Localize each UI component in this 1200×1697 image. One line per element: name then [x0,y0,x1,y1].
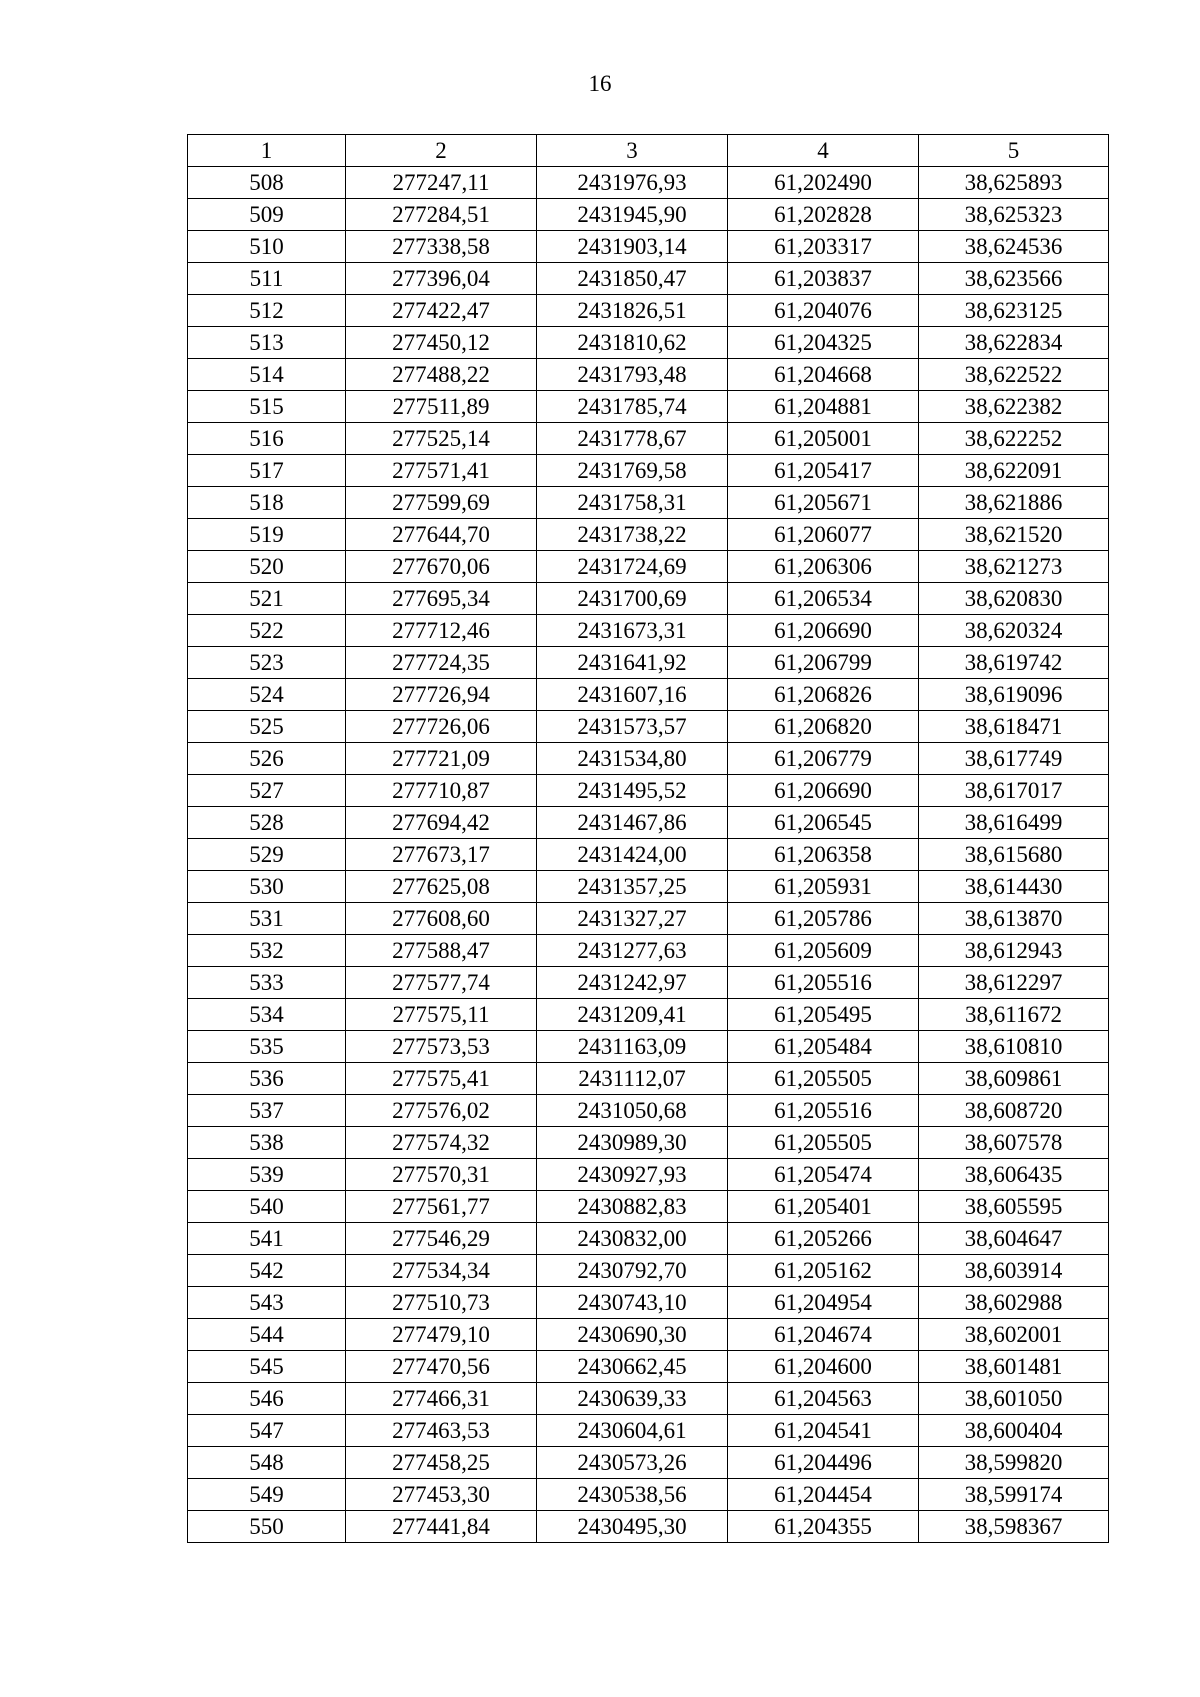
cell-x-coordinate: 277724,35 [346,647,537,679]
cell-x-coordinate: 277608,60 [346,903,537,935]
cell-point-number: 527 [188,775,346,807]
cell-latitude: 61,204355 [728,1511,919,1543]
table-row [188,679,1109,711]
cell-latitude: 61,204454 [728,1479,919,1511]
cell-x-coordinate: 277396,04 [346,263,537,295]
table-row [188,1511,1109,1543]
table-row [188,295,1109,327]
cell-x-coordinate: 277561,77 [346,1191,537,1223]
cell-latitude: 61,205484 [728,1031,919,1063]
cell-latitude: 61,204881 [728,391,919,423]
cell-x-coordinate: 277463,53 [346,1415,537,1447]
cell-y-coordinate: 2431785,74 [537,391,728,423]
table-row [188,167,1109,199]
cell-x-coordinate: 277453,30 [346,1479,537,1511]
cell-y-coordinate: 2430989,30 [537,1127,728,1159]
cell-longitude: 38,599174 [919,1479,1109,1511]
cell-x-coordinate: 277466,31 [346,1383,537,1415]
cell-longitude: 38,621520 [919,519,1109,551]
cell-x-coordinate: 277525,14 [346,423,537,455]
cell-latitude: 61,206306 [728,551,919,583]
cell-point-number: 515 [188,391,346,423]
table-row [188,1095,1109,1127]
cell-point-number: 525 [188,711,346,743]
table-header [188,135,1109,167]
table-row [188,359,1109,391]
cell-x-coordinate: 277599,69 [346,487,537,519]
cell-longitude: 38,623125 [919,295,1109,327]
cell-y-coordinate: 2431357,25 [537,871,728,903]
cell-x-coordinate: 277450,12 [346,327,537,359]
table-row [188,391,1109,423]
cell-longitude: 38,600404 [919,1415,1109,1447]
table-row [188,327,1109,359]
cell-x-coordinate: 277284,51 [346,199,537,231]
cell-y-coordinate: 2431903,14 [537,231,728,263]
table-row [188,839,1109,871]
coordinates-table [187,134,1109,1543]
cell-x-coordinate: 277673,17 [346,839,537,871]
header-row [188,135,1109,167]
table-row [188,1127,1109,1159]
cell-x-coordinate: 277575,41 [346,1063,537,1095]
cell-y-coordinate: 2431573,57 [537,711,728,743]
cell-latitude: 61,205417 [728,455,919,487]
column-header: 5 [919,135,1109,167]
cell-point-number: 544 [188,1319,346,1351]
cell-y-coordinate: 2430604,61 [537,1415,728,1447]
cell-x-coordinate: 277576,02 [346,1095,537,1127]
cell-latitude: 61,205495 [728,999,919,1031]
table-row [188,1287,1109,1319]
cell-longitude: 38,608720 [919,1095,1109,1127]
cell-y-coordinate: 2430495,30 [537,1511,728,1543]
cell-longitude: 38,609861 [919,1063,1109,1095]
cell-longitude: 38,604647 [919,1223,1109,1255]
cell-longitude: 38,605595 [919,1191,1109,1223]
cell-y-coordinate: 2431976,93 [537,167,728,199]
cell-y-coordinate: 2430832,00 [537,1223,728,1255]
cell-longitude: 38,602988 [919,1287,1109,1319]
table-row [188,711,1109,743]
cell-longitude: 38,601050 [919,1383,1109,1415]
cell-longitude: 38,614430 [919,871,1109,903]
cell-longitude: 38,611672 [919,999,1109,1031]
cell-point-number: 532 [188,935,346,967]
cell-longitude: 38,617749 [919,743,1109,775]
column-header: 2 [346,135,537,167]
cell-point-number: 533 [188,967,346,999]
table-row [188,871,1109,903]
cell-y-coordinate: 2431673,31 [537,615,728,647]
table-row [188,935,1109,967]
cell-point-number: 516 [188,423,346,455]
table-row [188,903,1109,935]
table-row [188,199,1109,231]
table-row [188,231,1109,263]
table-row [188,967,1109,999]
cell-point-number: 529 [188,839,346,871]
cell-y-coordinate: 2431277,63 [537,935,728,967]
cell-x-coordinate: 277338,58 [346,231,537,263]
cell-x-coordinate: 277571,41 [346,455,537,487]
cell-y-coordinate: 2431534,80 [537,743,728,775]
cell-latitude: 61,204325 [728,327,919,359]
table-row [188,1351,1109,1383]
cell-point-number: 537 [188,1095,346,1127]
cell-longitude: 38,625893 [919,167,1109,199]
cell-longitude: 38,618471 [919,711,1109,743]
cell-point-number: 540 [188,1191,346,1223]
cell-point-number: 524 [188,679,346,711]
cell-y-coordinate: 2431327,27 [537,903,728,935]
cell-y-coordinate: 2430690,30 [537,1319,728,1351]
cell-longitude: 38,603914 [919,1255,1109,1287]
cell-point-number: 521 [188,583,346,615]
cell-latitude: 61,205931 [728,871,919,903]
cell-y-coordinate: 2431607,16 [537,679,728,711]
cell-latitude: 61,205505 [728,1127,919,1159]
cell-longitude: 38,622091 [919,455,1109,487]
cell-point-number: 526 [188,743,346,775]
table-row [188,1415,1109,1447]
cell-y-coordinate: 2431810,62 [537,327,728,359]
cell-point-number: 518 [188,487,346,519]
cell-longitude: 38,622522 [919,359,1109,391]
cell-x-coordinate: 277511,89 [346,391,537,423]
cell-y-coordinate: 2430792,70 [537,1255,728,1287]
cell-point-number: 528 [188,807,346,839]
cell-latitude: 61,206820 [728,711,919,743]
cell-point-number: 510 [188,231,346,263]
cell-x-coordinate: 277670,06 [346,551,537,583]
cell-longitude: 38,622252 [919,423,1109,455]
cell-longitude: 38,624536 [919,231,1109,263]
table-row [188,1159,1109,1191]
table-row [188,775,1109,807]
cell-y-coordinate: 2430538,56 [537,1479,728,1511]
table-row [188,551,1109,583]
column-header: 4 [728,135,919,167]
cell-point-number: 534 [188,999,346,1031]
cell-x-coordinate: 277588,47 [346,935,537,967]
cell-latitude: 61,206690 [728,775,919,807]
cell-point-number: 541 [188,1223,346,1255]
cell-latitude: 61,205266 [728,1223,919,1255]
cell-latitude: 61,205786 [728,903,919,935]
cell-longitude: 38,625323 [919,199,1109,231]
table-row [188,455,1109,487]
cell-longitude: 38,601481 [919,1351,1109,1383]
table-row [188,999,1109,1031]
cell-longitude: 38,619742 [919,647,1109,679]
cell-x-coordinate: 277625,08 [346,871,537,903]
cell-x-coordinate: 277470,56 [346,1351,537,1383]
table-row [188,1063,1109,1095]
cell-point-number: 543 [188,1287,346,1319]
cell-x-coordinate: 277570,31 [346,1159,537,1191]
cell-latitude: 61,206358 [728,839,919,871]
table-row [188,1479,1109,1511]
cell-longitude: 38,623566 [919,263,1109,295]
cell-latitude: 61,203317 [728,231,919,263]
cell-point-number: 535 [188,1031,346,1063]
cell-longitude: 38,616499 [919,807,1109,839]
cell-y-coordinate: 2431163,09 [537,1031,728,1063]
cell-x-coordinate: 277575,11 [346,999,537,1031]
cell-latitude: 61,206690 [728,615,919,647]
cell-point-number: 522 [188,615,346,647]
cell-x-coordinate: 277510,73 [346,1287,537,1319]
cell-latitude: 61,205401 [728,1191,919,1223]
cell-latitude: 61,205474 [728,1159,919,1191]
table-body [188,167,1109,1543]
cell-y-coordinate: 2431778,67 [537,423,728,455]
table-row [188,1191,1109,1223]
column-header: 1 [188,135,346,167]
cell-longitude: 38,621273 [919,551,1109,583]
cell-point-number: 550 [188,1511,346,1543]
cell-y-coordinate: 2430639,33 [537,1383,728,1415]
cell-latitude: 61,206534 [728,583,919,615]
cell-y-coordinate: 2431945,90 [537,199,728,231]
cell-latitude: 61,202490 [728,167,919,199]
cell-y-coordinate: 2431793,48 [537,359,728,391]
cell-x-coordinate: 277644,70 [346,519,537,551]
cell-point-number: 531 [188,903,346,935]
cell-x-coordinate: 277710,87 [346,775,537,807]
cell-longitude: 38,613870 [919,903,1109,935]
table-row [188,615,1109,647]
cell-x-coordinate: 277441,84 [346,1511,537,1543]
cell-latitude: 61,204954 [728,1287,919,1319]
cell-y-coordinate: 2431826,51 [537,295,728,327]
table-row [188,1255,1109,1287]
cell-longitude: 38,610810 [919,1031,1109,1063]
cell-y-coordinate: 2430882,83 [537,1191,728,1223]
cell-longitude: 38,620324 [919,615,1109,647]
cell-latitude: 61,204674 [728,1319,919,1351]
cell-point-number: 545 [188,1351,346,1383]
table-row [188,1223,1109,1255]
cell-latitude: 61,204668 [728,359,919,391]
cell-point-number: 509 [188,199,346,231]
table-row [188,743,1109,775]
cell-latitude: 61,205001 [728,423,919,455]
cell-point-number: 511 [188,263,346,295]
cell-latitude: 61,206545 [728,807,919,839]
cell-latitude: 61,204600 [728,1351,919,1383]
cell-latitude: 61,205671 [728,487,919,519]
cell-point-number: 546 [188,1383,346,1415]
cell-point-number: 538 [188,1127,346,1159]
cell-longitude: 38,620830 [919,583,1109,615]
cell-latitude: 61,206826 [728,679,919,711]
table-row [188,647,1109,679]
cell-point-number: 539 [188,1159,346,1191]
table-row [188,1031,1109,1063]
cell-longitude: 38,606435 [919,1159,1109,1191]
cell-x-coordinate: 277574,32 [346,1127,537,1159]
cell-longitude: 38,612943 [919,935,1109,967]
cell-point-number: 549 [188,1479,346,1511]
cell-y-coordinate: 2431700,69 [537,583,728,615]
cell-longitude: 38,599820 [919,1447,1109,1479]
cell-y-coordinate: 2431242,97 [537,967,728,999]
cell-latitude: 61,205516 [728,1095,919,1127]
table-row [188,583,1109,615]
table-row [188,1383,1109,1415]
cell-y-coordinate: 2431050,68 [537,1095,728,1127]
cell-longitude: 38,612297 [919,967,1109,999]
cell-y-coordinate: 2430662,45 [537,1351,728,1383]
cell-latitude: 61,205516 [728,967,919,999]
cell-x-coordinate: 277726,06 [346,711,537,743]
cell-longitude: 38,622382 [919,391,1109,423]
cell-y-coordinate: 2430573,26 [537,1447,728,1479]
cell-point-number: 520 [188,551,346,583]
cell-point-number: 517 [188,455,346,487]
cell-x-coordinate: 277247,11 [346,167,537,199]
page-number: 16 [588,71,612,96]
cell-point-number: 547 [188,1415,346,1447]
table-row [188,487,1109,519]
table-row [188,807,1109,839]
cell-latitude: 61,205505 [728,1063,919,1095]
cell-y-coordinate: 2431495,52 [537,775,728,807]
cell-latitude: 61,204541 [728,1415,919,1447]
table-row [188,1319,1109,1351]
cell-latitude: 61,204496 [728,1447,919,1479]
cell-x-coordinate: 277721,09 [346,743,537,775]
cell-point-number: 542 [188,1255,346,1287]
cell-y-coordinate: 2431769,58 [537,455,728,487]
cell-latitude: 61,205609 [728,935,919,967]
cell-x-coordinate: 277573,53 [346,1031,537,1063]
cell-point-number: 508 [188,167,346,199]
cell-point-number: 519 [188,519,346,551]
cell-y-coordinate: 2431209,41 [537,999,728,1031]
cell-point-number: 512 [188,295,346,327]
cell-point-number: 514 [188,359,346,391]
cell-y-coordinate: 2431641,92 [537,647,728,679]
cell-x-coordinate: 277695,34 [346,583,537,615]
table-row [188,519,1109,551]
cell-latitude: 61,206779 [728,743,919,775]
cell-longitude: 38,621886 [919,487,1109,519]
cell-latitude: 61,206077 [728,519,919,551]
cell-point-number: 548 [188,1447,346,1479]
cell-y-coordinate: 2431724,69 [537,551,728,583]
cell-longitude: 38,602001 [919,1319,1109,1351]
cell-longitude: 38,622834 [919,327,1109,359]
cell-point-number: 523 [188,647,346,679]
cell-latitude: 61,203837 [728,263,919,295]
cell-y-coordinate: 2431738,22 [537,519,728,551]
cell-y-coordinate: 2431424,00 [537,839,728,871]
cell-x-coordinate: 277726,94 [346,679,537,711]
cell-y-coordinate: 2431850,47 [537,263,728,295]
cell-y-coordinate: 2430743,10 [537,1287,728,1319]
cell-latitude: 61,206799 [728,647,919,679]
cell-latitude: 61,204563 [728,1383,919,1415]
cell-y-coordinate: 2431758,31 [537,487,728,519]
cell-x-coordinate: 277694,42 [346,807,537,839]
cell-longitude: 38,598367 [919,1511,1109,1543]
cell-x-coordinate: 277577,74 [346,967,537,999]
cell-longitude: 38,619096 [919,679,1109,711]
cell-y-coordinate: 2430927,93 [537,1159,728,1191]
cell-latitude: 61,205162 [728,1255,919,1287]
cell-point-number: 536 [188,1063,346,1095]
cell-longitude: 38,607578 [919,1127,1109,1159]
table-row [188,1447,1109,1479]
cell-x-coordinate: 277458,25 [346,1447,537,1479]
cell-longitude: 38,615680 [919,839,1109,871]
cell-x-coordinate: 277488,22 [346,359,537,391]
cell-latitude: 61,204076 [728,295,919,327]
table-row [188,263,1109,295]
cell-x-coordinate: 277546,29 [346,1223,537,1255]
cell-x-coordinate: 277712,46 [346,615,537,647]
cell-y-coordinate: 2431112,07 [537,1063,728,1095]
cell-x-coordinate: 277479,10 [346,1319,537,1351]
cell-latitude: 61,202828 [728,199,919,231]
cell-longitude: 38,617017 [919,775,1109,807]
cell-point-number: 530 [188,871,346,903]
cell-point-number: 513 [188,327,346,359]
cell-x-coordinate: 277534,34 [346,1255,537,1287]
cell-y-coordinate: 2431467,86 [537,807,728,839]
column-header: 3 [537,135,728,167]
table-row [188,423,1109,455]
cell-x-coordinate: 277422,47 [346,295,537,327]
